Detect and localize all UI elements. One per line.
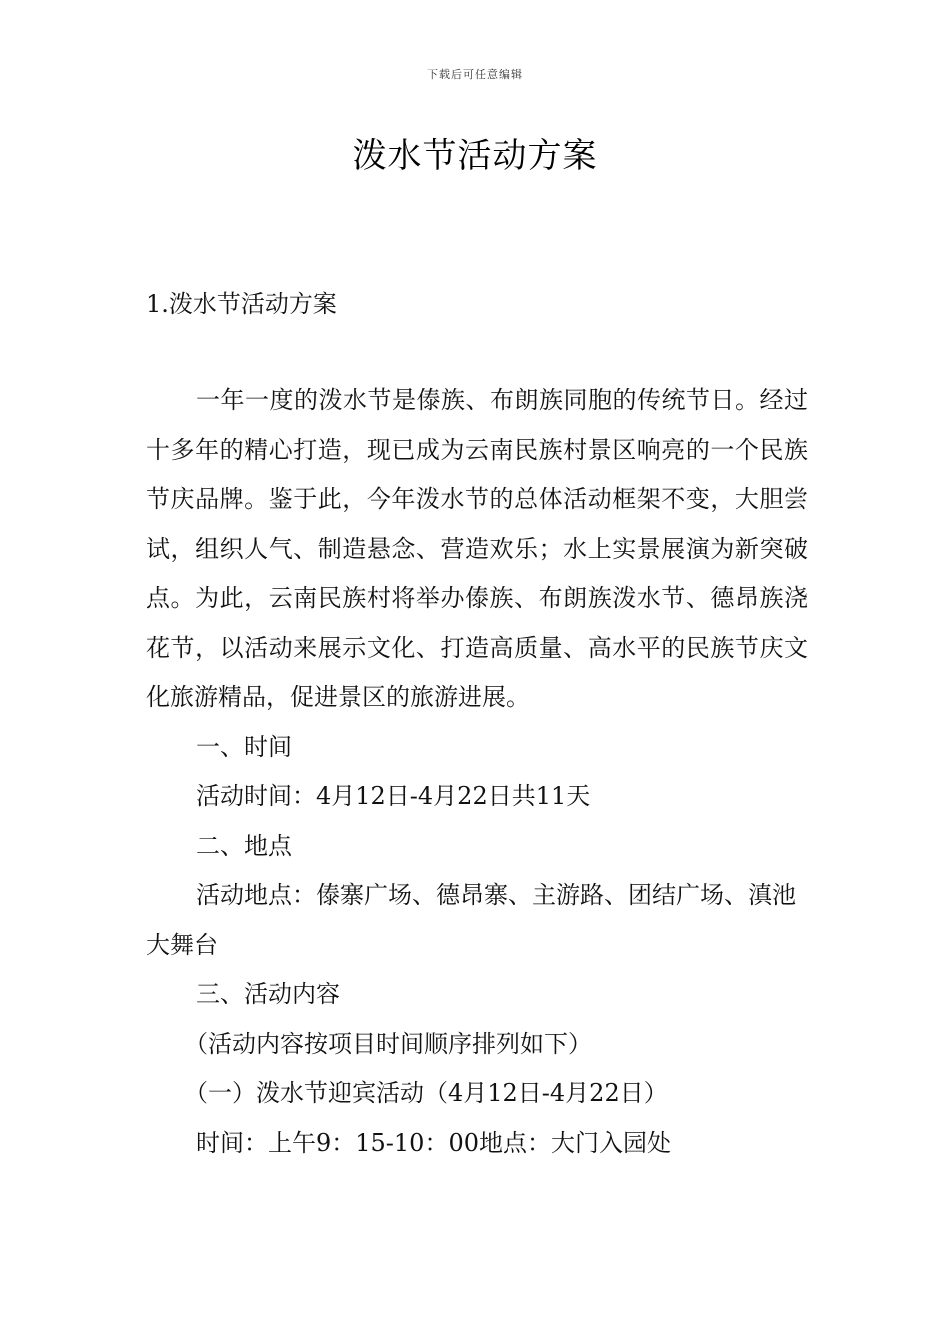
item1-time: 时间：上午9：15-10：00地点：大门入园处 bbox=[196, 1128, 671, 1157]
section-heading: 1.泼水节活动方案 bbox=[146, 290, 337, 318]
place-heading: 二、地点 bbox=[196, 831, 292, 860]
item1-heading: （一）泼水节迎宾活动（4月12日-4月22日） bbox=[184, 1079, 668, 1107]
time-text: 活动时间：4月12日-4月22日共11天 bbox=[196, 782, 591, 810]
document-body bbox=[146, 376, 808, 1168]
content-heading: 三、活动内容 bbox=[196, 980, 340, 1008]
page-title: 泼水节活动方案 bbox=[352, 136, 598, 176]
time-heading: 一、时间 bbox=[196, 732, 292, 761]
content-note: （活动内容按项目时间顺序排列如下） bbox=[184, 1029, 592, 1058]
header-note: 下载后可任意编辑 bbox=[427, 68, 523, 81]
place-text: 活动地点：傣寨广场、德昂寨、主游路、团结广场、滇池大舞台 bbox=[146, 881, 796, 959]
intro-paragraph: 一年一度的泼水节是傣族、布朗族同胞的传统节日。经过十多年的精心打造，现已成为云南民族村景区响亮的一个民族节庆品牌。鉴于此，今年泼水节的总体活动框架不变，大胆尝试，组织人气、制造悬念、营造欢乐；水上实景展演为新突破点。为此，云南民族村将举办傣族、布朗族泼水节、德昂族浇花节，以活动来展示文化、打造高质量、高水平的民族节庆文化旅游精品，促进景区的旅游进展。 bbox=[146, 386, 808, 711]
